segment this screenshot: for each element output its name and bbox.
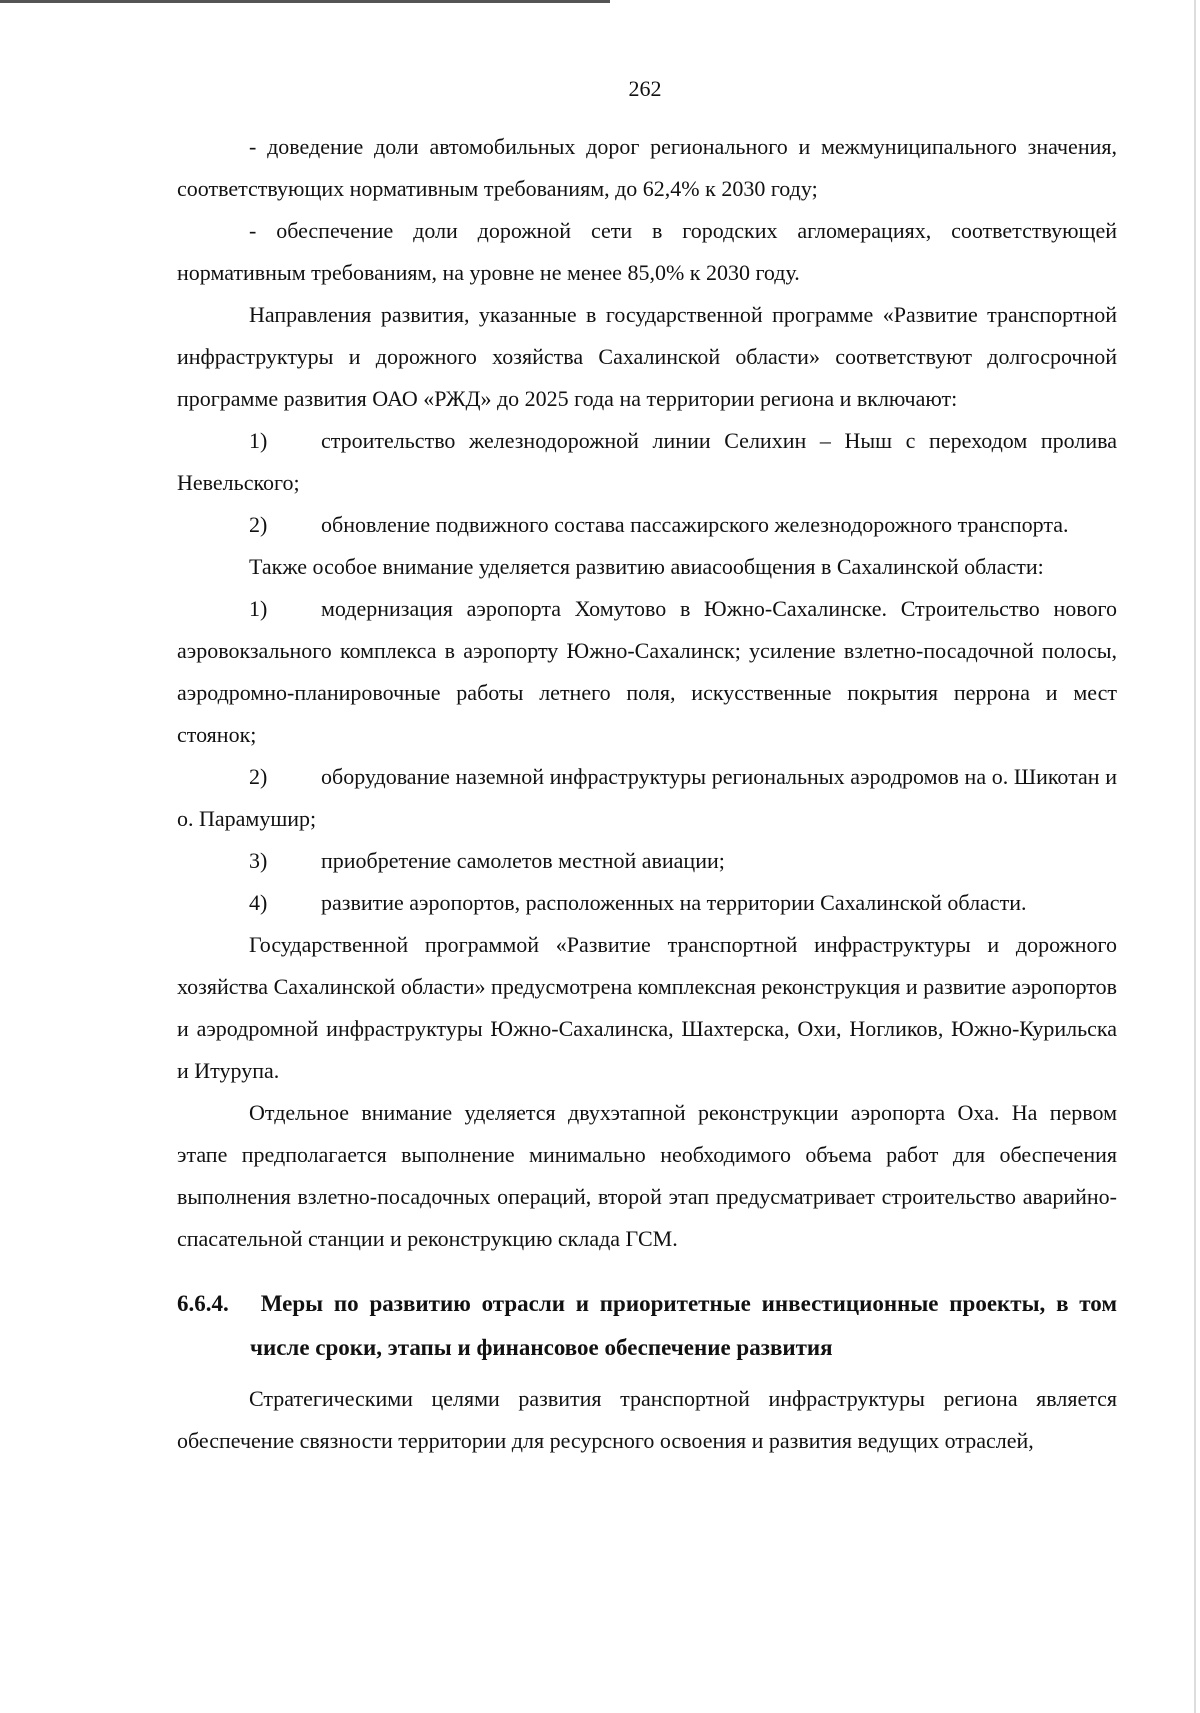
paragraph: - обеспечение доли дорожной сети в городских агломерациях, соответствующей нормативным требованиям, на уровне не менее 85,0% к 2030 году. xyxy=(177,218,1117,285)
list-item-text: строительство железнодорожной линии Селихин – Ныш с переходом пролива Невельского; xyxy=(177,428,1117,495)
list-item-text: приобретение самолетов местной авиации; xyxy=(321,848,725,873)
paragraph: Направления развития, указанные в государственной программе «Развитие транспортной инфраструктуры и дорожного хозяйства Сахалинской области» соответствуют долгосрочной программе развития ОАО «РЖД» до 2025 года на территории региона и включают: xyxy=(177,302,1117,411)
paragraph: Стратегическими целями развития транспортной инфраструктуры региона является обеспечение связности территории для ресурсного освоения и развития ведущих отраслей, xyxy=(177,1386,1117,1453)
list-item-number: 1) xyxy=(249,428,268,453)
section-number: 6.6.4. xyxy=(177,1291,229,1316)
paragraph: Также особое внимание уделяется развитию авиасообщения в Сахалинской области: xyxy=(249,554,1044,579)
list-item-number: 1) xyxy=(249,596,268,621)
page-number: 262 xyxy=(628,76,662,101)
list-item-text: развитие аэропортов, расположенных на территории Сахалинской области. xyxy=(321,890,1027,915)
document-body xyxy=(177,126,1117,1462)
list-item-number: 3) xyxy=(249,848,268,873)
list-item-number: 2) xyxy=(249,512,268,537)
section-heading xyxy=(177,1282,1117,1370)
list-item xyxy=(177,756,1117,840)
paragraph: Государственной программой «Развитие транспортной инфраструктуры и дорожного хозяйства Сахалинской области» предусмотрена комплексная реконструкция и развитие аэропортов и аэродромной инфраструктуры Южно-Сахалинска, Шахтерска, Охи, Ногликов, Южно-Курильска и Итурупа. xyxy=(177,932,1117,1083)
list-item-text: модернизация аэропорта Хомутово в Южно-Сахалинске. Строительство нового аэровокзального комплекса в аэропорту Южно-Сахалинск; усиление взлетно-посадочной полосы, аэродромно-планировочные работы летнего поля, искусственные покрытия перрона и мест стоянок; xyxy=(177,596,1117,747)
scan-edge-top xyxy=(0,0,610,3)
list-item-number: 4) xyxy=(249,890,268,915)
paragraph: - доведение доли автомобильных дорог регионального и межмуниципального значения, соответствующих нормативным требованиям, до 62,4% к 2030 году; xyxy=(177,134,1117,201)
list-item-text: обновление подвижного состава пассажирского железнодорожного транспорта. xyxy=(321,512,1069,537)
list-item-number: 2) xyxy=(249,764,268,789)
list-item xyxy=(177,882,1117,924)
list-item xyxy=(177,840,1117,882)
list-item xyxy=(177,504,1117,546)
list-item xyxy=(177,588,1117,756)
list-item-text: оборудование наземной инфраструктуры региональных аэродромов на о. Шикотан и о. Парамушир; xyxy=(177,764,1117,831)
section-title: Меры по развитию отрасли и приоритетные инвестиционные проекты, в том числе сроки, этапы и финансовое обеспечение развития xyxy=(250,1291,1117,1360)
paragraph: Отдельное внимание уделяется двухэтапной реконструкции аэропорта Оха. На первом этапе предполагается выполнение минимально необходимого объема работ для обеспечения выполнения взлетно-посадочных операций, второй этап предусматривает строительство аварийно-спасательной станции и реконструкцию склада ГСМ. xyxy=(177,1100,1117,1251)
list-item xyxy=(177,420,1117,504)
scan-edge-right xyxy=(1194,0,1196,1713)
